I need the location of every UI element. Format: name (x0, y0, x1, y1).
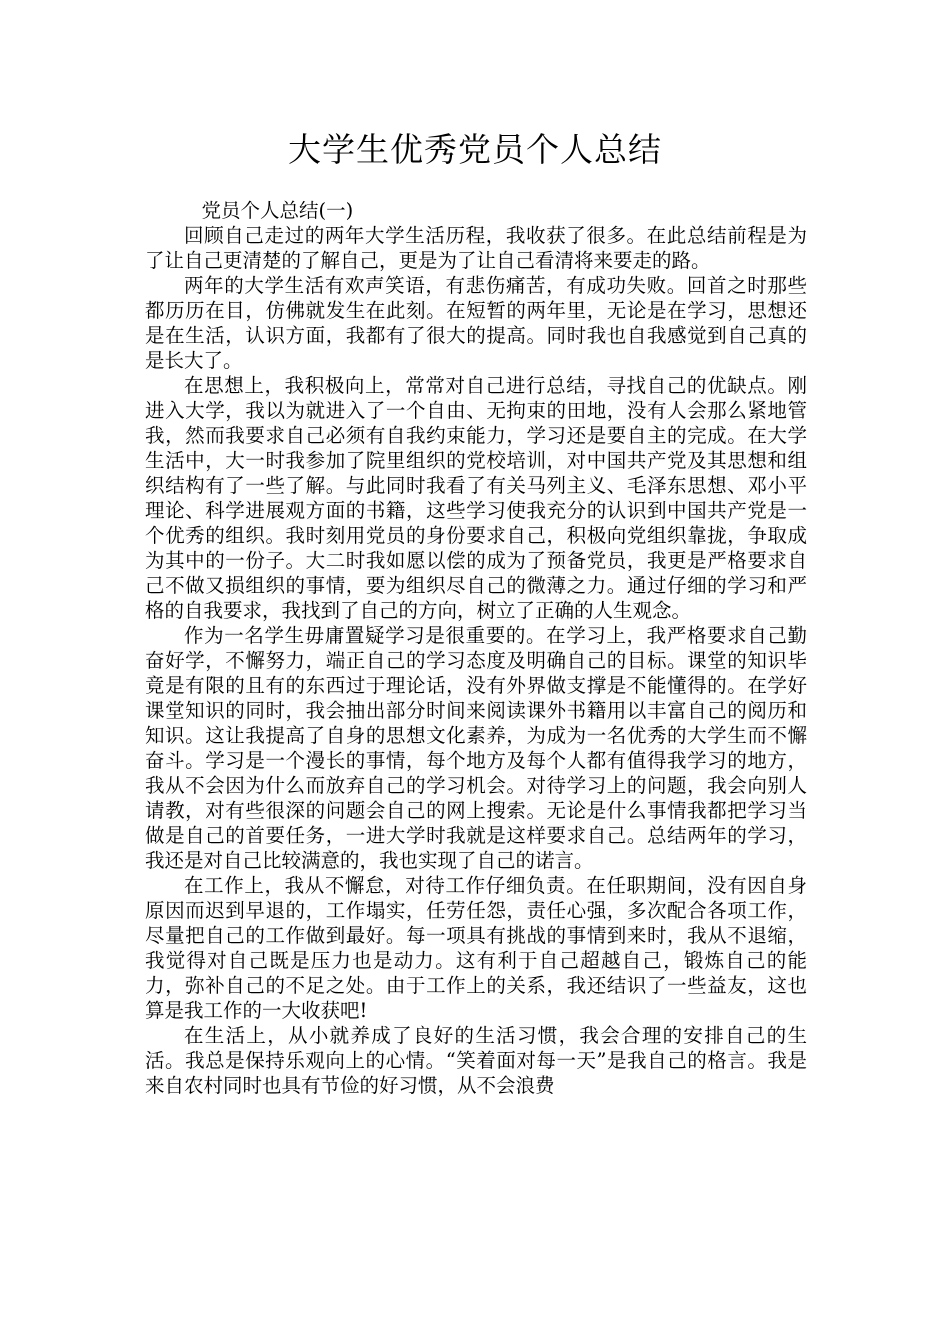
paragraph-review: 回顾自己走过的两年大学生活历程，我收获了很多。在此总结前程是为了让自己更清楚的了解自己，更是为了让自己看清将来要走的路。 (145, 224, 807, 272)
paragraph-two-years: 两年的大学生活有欢声笑语，有悲伤痛苦，有成功失败。回首之时那些都历历在目，仿佛就发生在此刻。在短暂的两年里，无论是在学习，思想还是在生活，认识方面，我都有了很大的提高。同时我也自我感觉到自己真的是长大了。 (145, 274, 807, 372)
paragraph-life: 在生活上，从小就养成了良好的生活习惯，我会合理的安排自己的生活。我总是保持乐观向上的心情。“笑着面对每一天”是我自己的格言。我是来自农村同时也具有节俭的好习惯，从不会浪费 (145, 1024, 807, 1097)
paragraph-thought: 在思想上，我积极向上，常常对自己进行总结，寻找自己的优缺点。刚进入大学，我以为就进入了一个自由、无拘束的田地，没有人会那么紧地管我，然而我要求自己必须有自我约束能力，学习还是要自主的完成。在大学生活中，大一时我参加了院里组织的党校培训，对中国共产党及其思想和组织结构有了一些了解。与此同时我看了有关马列主义、毛泽东思想、邓小平理论、科学进展观方面的书籍，这些学习使我充分的认识到中国共产党是一个优秀的组织。我时刻用党员的身份要求自己，积极向党组织靠拢，争取成为其中的一份子。大二时我如愿以偿的成为了预备党员，我更是严格要求自己不做又损组织的事情，要为组织尽自己的微薄之力。通过仔细的学习和严格的自我要求，我找到了自己的方向，树立了正确的人生观念。 (145, 374, 807, 622)
paragraph-work: 在工作上，我从不懈怠，对待工作仔细负责。在任职期间，没有因自身原因而迟到早退的，工作塌实，任劳任怨，责任心强，多次配合各项工作，尽量把自己的工作做到最好。每一项具有挑战的事情到来时，我从不退缩，我觉得对自己既是压力也是动力。这有利于自己超越自己，锻炼自己的能力，弥补自己的不足之处。由于工作上的关系，我还结识了一些益友，这也算是我工作的一大收获吧! (145, 874, 807, 1022)
section-heading: 党员个人总结(一) (201, 199, 354, 222)
document-body (145, 198, 807, 1098)
document-title: 大学生优秀党员个人总结 (288, 130, 662, 169)
paragraph-study: 作为一名学生毋庸置疑学习是很重要的。在学习上，我严格要求自己勤奋好学，不懈努力，端正自己的学习态度及明确自己的目标。课堂的知识毕竟是有限的且有的东西过于理论话，没有外界做支撑是不能懂得的。在学好课堂知识的同时，我会抽出部分时间来阅读课外书籍用以丰富自己的阅历和知识。这让我提高了自身的思想文化素养，为成为一名优秀的大学生而不懈奋斗。学习是一个漫长的事情，每个地方及每个人都有值得我学习的地方，我从不会因为什么而放弃自己的学习机会。对待学习上的问题，我会向别人请教，对有些很深的问题会自己的网上搜索。无论是什么事情我都把学习当做是自己的首要任务，一进大学时我就是这样要求自己。总结两年的学习，我还是对自己比较满意的，我也实现了自己的诺言。 (145, 624, 807, 872)
